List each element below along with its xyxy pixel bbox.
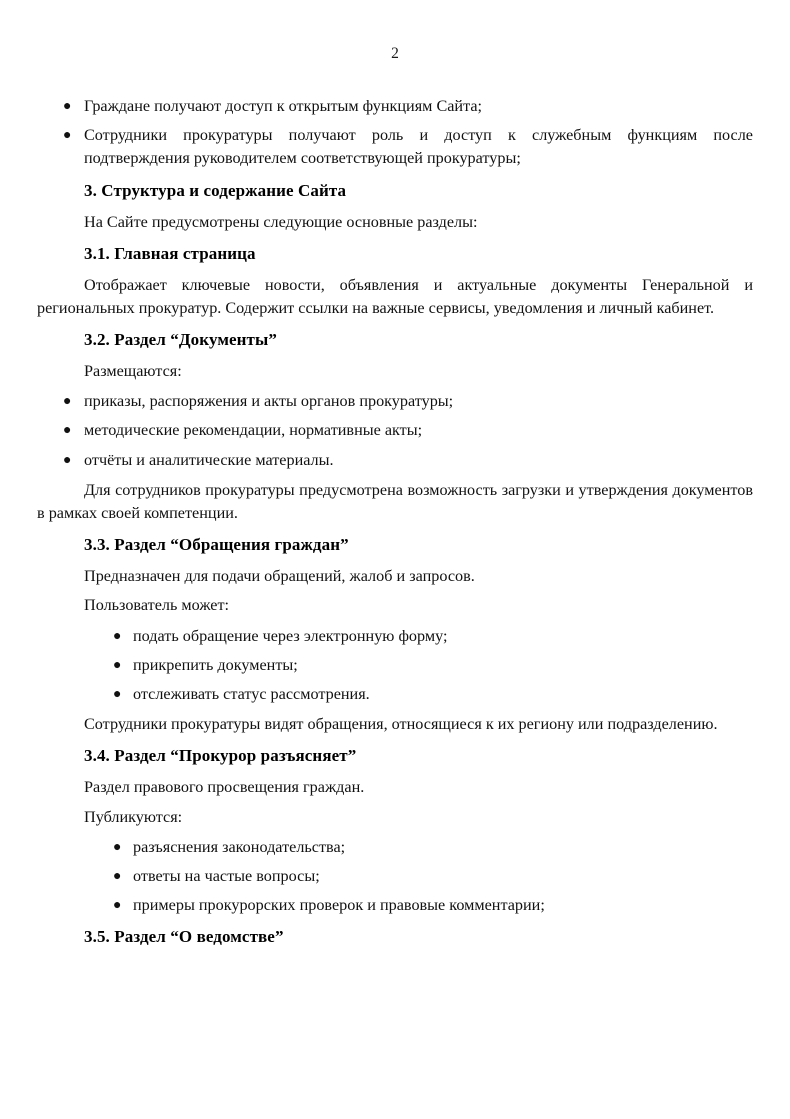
intro-bullet-list xyxy=(37,88,753,171)
bullet-icon: ● xyxy=(63,452,72,468)
section-3-4-lead-2: Публикуются: xyxy=(84,807,183,826)
document-body xyxy=(37,88,753,951)
list-item-text: разъяснения законодательства; xyxy=(133,837,346,856)
section-3-3-lead: Предназначен для подачи обращений, жалоб и запросов. xyxy=(84,567,475,586)
section-3-2-bullet-list xyxy=(37,383,753,472)
list-item-text: подать обращение через электронную форму; xyxy=(133,626,448,645)
bullet-icon: ● xyxy=(113,898,122,914)
list-item xyxy=(37,836,753,859)
list-item xyxy=(37,894,753,917)
bullet-icon: ● xyxy=(63,128,72,144)
section-3-3-bullet-list xyxy=(37,618,753,707)
list-item xyxy=(37,449,753,472)
list-item-text: приказы, распоряжения и акты органов прокуратуры; xyxy=(84,392,454,411)
list-item-text: Сотрудники прокуратуры получают роль и доступ к служебным функциям после подтверждения руководителем соответствующей прокуратуры; xyxy=(84,126,753,168)
section-heading-3-3: 3.3. Раздел “Обращения граждан” xyxy=(84,535,349,555)
list-item xyxy=(37,419,753,442)
bullet-icon: ● xyxy=(113,868,122,884)
section-heading-3-2: 3.2. Раздел “Документы” xyxy=(84,330,277,350)
section-3-lead: На Сайте предусмотрены следующие основные разделы: xyxy=(84,212,478,231)
list-item xyxy=(37,625,753,648)
bullet-icon: ● xyxy=(113,687,122,702)
page-number: 2 xyxy=(391,45,399,62)
section-3-2-body: Для сотрудников прокуратуры предусмотрена возможность загрузки и утверждения документов в рамках своей компетенции. xyxy=(37,480,753,523)
section-heading-3: 3. Структура и содержание Сайта xyxy=(84,180,347,200)
list-item xyxy=(37,683,753,706)
list-item-text: отслеживать статус рассмотрения. xyxy=(133,685,370,703)
section-3-3-lead-2: Пользователь может: xyxy=(84,596,230,615)
bullet-icon: ● xyxy=(63,394,72,410)
bullet-icon: ● xyxy=(113,839,122,855)
section-3-4-lead: Раздел правового просвещения граждан. xyxy=(84,778,365,797)
bullet-icon: ● xyxy=(63,423,72,439)
list-item-text: отчёты и аналитические материалы. xyxy=(84,450,334,469)
list-item xyxy=(37,390,753,413)
bullet-icon: ● xyxy=(113,657,122,673)
section-3-1-body: Отображает ключевые новости, объявления и актуальные документы Генеральной и региональных прокуратур. Содержит ссылки на важные сервисы, уведомления и личный кабинет. xyxy=(37,275,753,317)
list-item xyxy=(37,124,753,170)
list-item-text: ответы на частые вопросы; xyxy=(133,866,320,885)
list-item xyxy=(37,654,753,677)
list-item-text: примеры прокурорских проверок и правовые комментарии; xyxy=(133,896,545,915)
section-heading-3-5: 3.5. Раздел “О ведомстве” xyxy=(84,927,284,947)
list-item-text: методические рекомендации, нормативные акты; xyxy=(84,421,423,440)
section-3-4-bullet-list xyxy=(37,829,753,918)
list-item xyxy=(37,95,753,118)
list-item xyxy=(37,865,753,888)
section-3-3-body: Сотрудники прокуратуры видят обращения, относящиеся к их региону или подразделению. xyxy=(84,715,718,734)
section-heading-3-1: 3.1. Главная страница xyxy=(84,243,256,263)
bullet-icon: ● xyxy=(113,628,122,644)
list-item-text: прикрепить документы; xyxy=(133,655,298,674)
section-3-2-lead: Размещаются: xyxy=(84,362,182,381)
section-heading-3-4: 3.4. Раздел “Прокурор разъясняет” xyxy=(84,746,357,766)
list-item-text: Граждане получают доступ к открытым функциям Сайта; xyxy=(84,97,483,115)
bullet-icon: ● xyxy=(63,99,72,114)
